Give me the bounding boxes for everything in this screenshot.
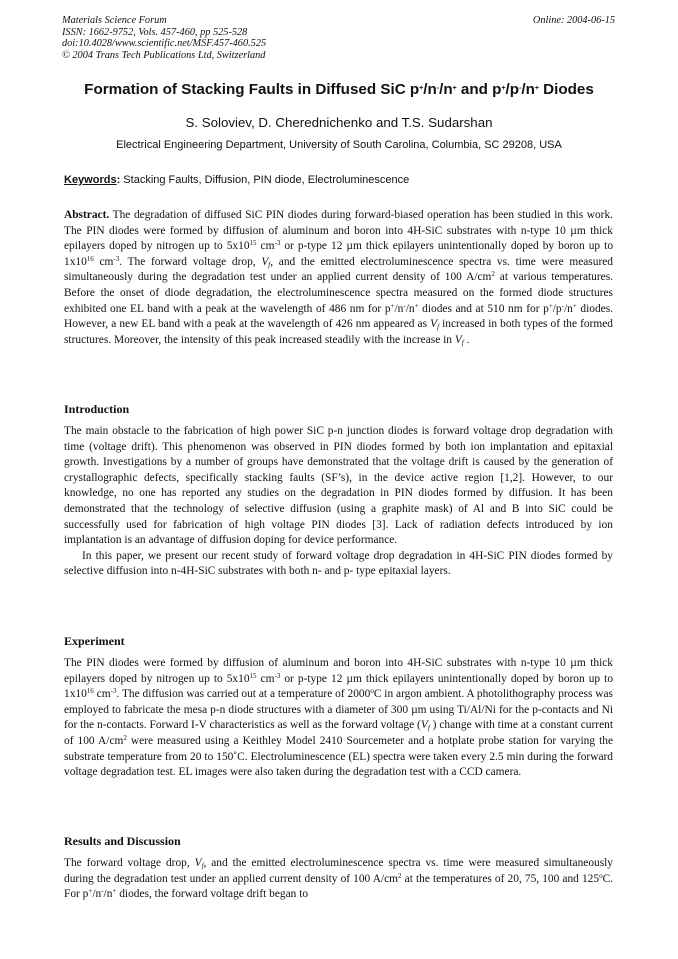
text-run: The forward voltage drop, [64,857,195,869]
keywords-text: Stacking Faults, Diffusion, PIN diode, Electroluminescence [120,174,410,186]
results-section [64,856,613,903]
abstract-paragraph [64,208,613,348]
text-run: C in argon ambient. A photolithography process was employed to fabricate the mesa p-n diode structures with a diameter of 300 µm using Ti/Al/Ni for the p-contacts and Ni for the n-contacts. Forward I-V characteristics as well as the forward voltage ( [64,688,613,732]
text-run: f [437,323,440,332]
text-run: at various temperatures. Before the onset of diode degradation, the electroluminescence spectra measured on the formed diode structures exhibited one EL band with a peak at the wavelength of 486 nm for p [64,271,613,315]
results-paragraph [64,856,613,903]
text-run: -3 [113,254,120,263]
title-sup: - [436,85,440,92]
text-run: V [454,333,462,346]
text-run: . [463,333,470,346]
text-run: /n [92,888,102,901]
text-run: 2 [491,270,495,279]
journal-name: Materials Science Forum [62,15,167,26]
text-run: 16 [86,254,94,263]
text-run: The PIN diodes were formed by diffusion of aluminum and boron into 4H-SiC substrates with n-type 10 µm thick epilayers doped by nitrogen up to 5x10 [64,657,613,685]
title-text: Formation of Stacking Faults in Diffused SiC p [84,81,420,98]
title-text: /p [505,81,520,98]
text-run: C. For p [64,872,614,901]
issn-line: ISSN: 1662-9752, Vols. 457-460, pp 525-528 [62,26,248,38]
online-date: Online: 2004-06-15 [532,15,615,26]
title-sup: - [519,85,522,92]
keywords-colon: : [116,174,121,186]
author-list: S. Soloviev, D. Cherednichenko and T.S. Sudarshan [185,115,493,130]
paper-title [40,80,638,100]
keywords-line [64,173,624,188]
text-run: /n [103,888,113,901]
text-run: + [572,301,577,310]
abstract-label: Abstract. [64,209,110,221]
text-run: /n [563,302,573,315]
text-run: f [201,862,204,870]
text-run: V [420,719,428,732]
text-run: V [430,318,438,331]
text-run: cm [93,255,114,268]
introduction-paragraph-2: In this paper, we present our recent study of forward voltage drop degradation in 4H-SiC PIN diodes formed by selective diffusion into n-4H-SiC substrates with both n- and p- type epitaxial layers. [64,549,613,578]
keywords-label: Keywords [64,174,117,186]
text-run: 15 [249,671,257,680]
text-run: , and the emitted electroluminescence spectra vs. time were measured simultaneously during the degradation test under an applied current density of 100 A/cm [64,857,614,885]
title-sup: + [452,85,457,92]
text-run: o [370,687,374,696]
results-heading: Results and Discussion [64,834,181,848]
text-run: cm [256,240,275,253]
journal-header [62,15,422,61]
text-run: increased in both types of the formed structures. Moreover, the intensity of this peak increased steadily with the increase in [64,318,614,346]
text-run: The degradation of diffused SiC PIN diodes during forward-biased operation has been studied in this work. The PIN diodes were formed by diffusion of aluminum and boron into 4H-SiC substrates with n-type 10 µm thick epilayers doped by nitrogen up to 5x10 [64,209,613,253]
title-text: /n [439,81,453,98]
text-run: 15 [249,239,257,248]
introduction-section [64,424,613,580]
text-run: diodes and at 510 nm for p [418,302,549,315]
text-run: - [403,301,406,310]
text-run: . The forward voltage drop, [119,255,262,268]
text-run: cm [256,672,275,685]
text-run: + [88,887,93,896]
text-run: were measured using a Keithley Model 2410 Sourcemeter and a hotplate probe station for varying the substrate temperature from 20 to 150˚C. Electroluminescence (EL) spectra were taken every 2.5 min during the forward voltage degradation test. EL images were also taken during the degradation test with a CCD camera. [64,734,613,779]
text-run: 2 [123,733,127,742]
text-run: /n [394,302,404,315]
text-run: o [599,871,603,880]
text-run: /n [405,302,415,315]
text-run: - [561,301,564,310]
text-run: or p-type 12 µm thick epilayers unintentionally doped by boron up to 1x10 [64,240,614,268]
experiment-section [64,656,613,781]
doi-line[interactable]: doi:10.4028/www.scientific.net/MSF.457-460.525 [62,38,267,50]
text-run: V [261,255,269,268]
title-sup: + [534,85,539,92]
text-run: f [461,338,464,347]
text-run: cm [93,688,111,701]
introduction-paragraph-1: The main obstacle to the fabrication of high power SiC p-n junction diodes is forward voltage drop degradation with time (voltage drift). This phenomenon was observed in PIN diodes formed by both ion implantation and epitaxial growth. Investigations by a number of groups have demonstrated that the voltage drift is caused by the generation of crystallographic defects, specifically stacking faults (SF’s), in the device active region [1,2]. However, to our knowledge, no one has reported any studies on the degradation in PIN diodes formed by diffusion. It has been demonstrated that the technology of selective diffusion (using a graphite mask) of Al and B into SiC could be successfully used for fabrication of high voltage PIN diodes [3]. Lack of radiation defects introduced by ion implantation is an advantage of diffusion doping for device performance. [64,425,613,547]
text-run: + [414,301,419,310]
text-run: - [101,887,104,896]
text-run: diodes. However, a new EL band with a peak at the wavelength of 426 nm appeared as [64,302,614,331]
text-run: diodes, the forward voltage drift began to [116,888,309,901]
experiment-heading: Experiment [64,634,125,648]
text-run: 16 [86,687,94,696]
text-run: ) change with time at a constant current of 100 A/cm [64,719,613,747]
text-run: V [194,857,202,869]
copyright-line: © 2004 Trans Tech Publications Ltd, Switzerland [62,49,266,61]
text-run: at the temperatures of 20, 75, 100 and 125 [401,872,600,885]
text-run: + [390,301,395,310]
text-run: -3 [274,671,281,680]
title-text: /n [423,81,437,98]
text-run: -3 [110,687,117,696]
title-text: /n [521,81,535,98]
affiliation: Electrical Engineering Department, University of South Carolina, Columbia, SC 29208, USA [116,139,562,151]
text-run: 2 [398,871,402,880]
text-run: /p [552,302,562,315]
text-run: -3 [274,239,281,248]
title-sup: + [419,85,424,92]
title-text: and p [456,81,502,98]
text-run: or p-type 12 µm thick epilayers unintentionally doped by boron up to 1x10 [64,672,614,701]
introduction-heading: Introduction [64,402,130,416]
text-run: f [427,724,430,733]
experiment-paragraph [64,656,613,781]
title-sup: + [501,85,506,92]
text-run: + [548,301,553,310]
text-run: . The diffusion was carried out at a temperature of 2000 [116,688,371,701]
abstract-section [64,208,613,348]
title-text: Diodes [538,81,594,98]
text-run: , and the emitted electroluminescence spectra vs. time were measured simultaneously during the degradation test under an applied current density of 100 A/cm [64,255,613,284]
text-run: + [112,887,117,896]
text-run: f [268,260,271,269]
